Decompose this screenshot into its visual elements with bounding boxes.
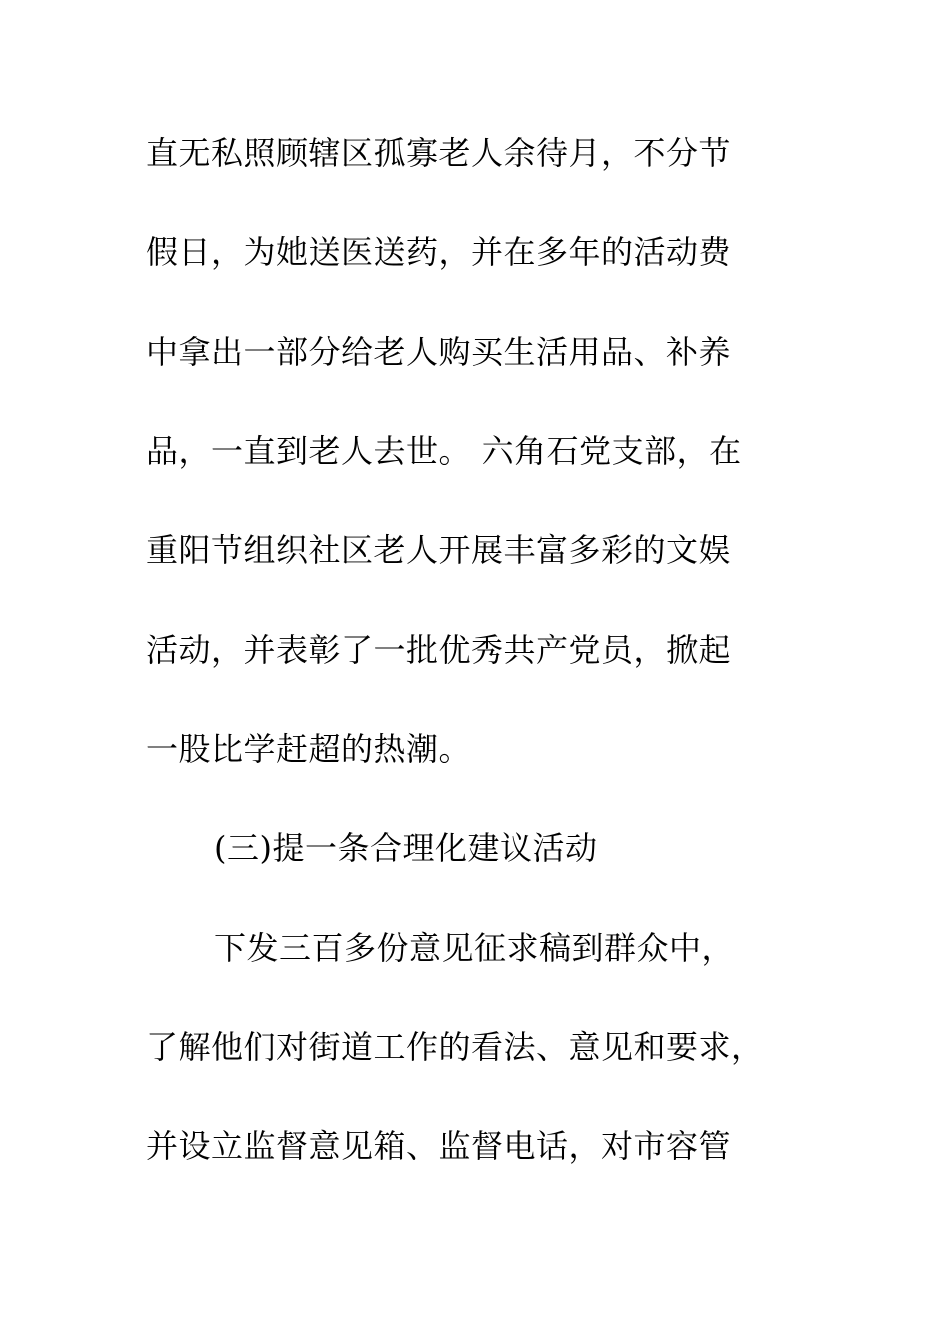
body-text-line: 并设立监督意见箱、监督电话，对市容管 xyxy=(146,1127,732,1165)
body-text-line: 直无私照顾辖区孤寡老人余待月，不分节 xyxy=(146,134,732,172)
section-heading: (三)提一条合理化建议活动 xyxy=(214,829,598,867)
body-text-line: 重阳节组织社区老人开展丰富多彩的文娱 xyxy=(146,531,732,569)
body-text-line: 了解他们对街道工作的看法、意见和要求， xyxy=(146,1028,764,1066)
body-text-line: 一股比学赶超的热潮。 xyxy=(146,730,472,768)
body-text-line: 中拿出一部分给老人购买生活用品、补养 xyxy=(146,333,732,371)
body-text-line: 活动，并表彰了一批优秀共产党员，掀起 xyxy=(146,631,732,669)
body-text-line: 下发三百多份意见征求稿到群众中， xyxy=(214,929,735,967)
body-text-line: 品，一直到老人去世。 六角石党支部，在 xyxy=(146,432,742,470)
body-text-line: 假日，为她送医送药，并在多年的活动费 xyxy=(146,233,732,271)
